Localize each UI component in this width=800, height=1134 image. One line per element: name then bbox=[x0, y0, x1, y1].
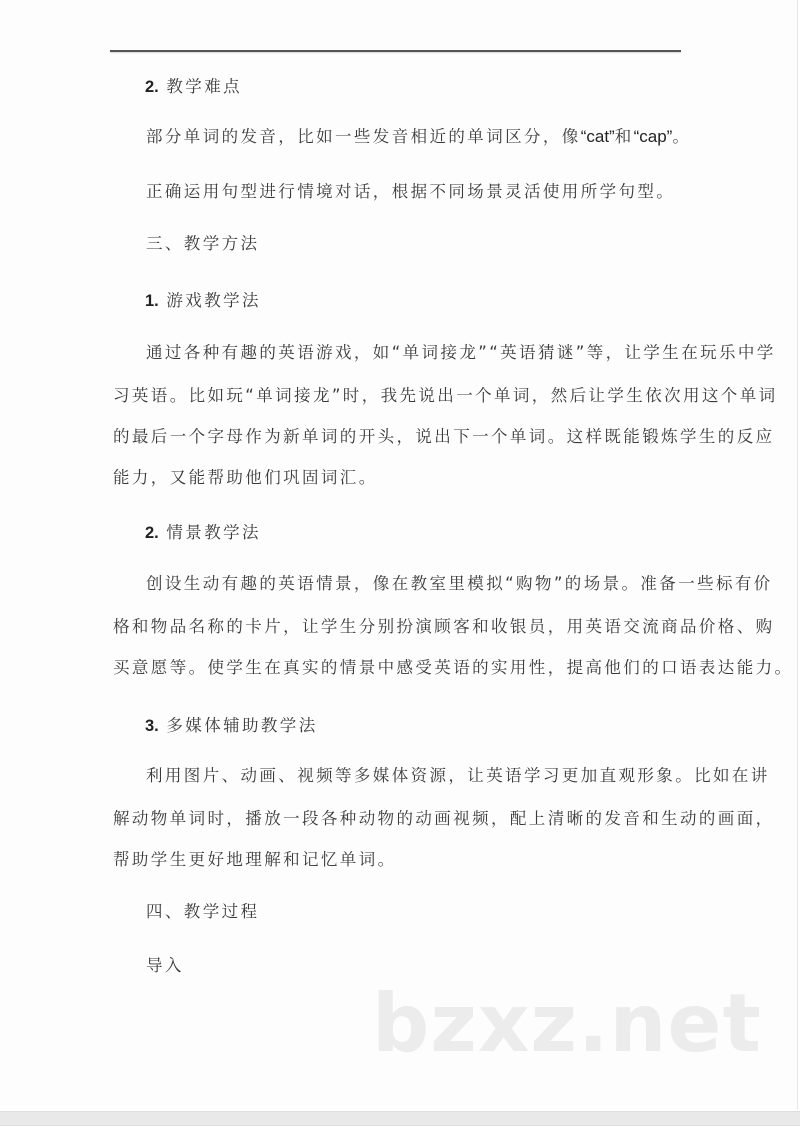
section-heading-teaching-process: 四、教学过程 bbox=[146, 902, 260, 921]
heading-text: 游戏教学法 bbox=[158, 291, 261, 310]
watermark-text: bzxz.net bbox=[372, 977, 762, 1070]
heading-game-method bbox=[145, 290, 261, 312]
page-bottom-band bbox=[0, 1111, 800, 1126]
paragraph-line: 创设生动有趣的英语情景，像在教室里模拟“购物”的场景。准备一些标有价 bbox=[146, 574, 773, 593]
paragraph-line: 格和物品名称的卡片，让学生分别扮演顾客和收银员，用英语交流商品价格、购 bbox=[113, 617, 775, 636]
paragraph-line bbox=[146, 126, 691, 148]
paragraph-line: 习英语。比如玩“单词接龙”时，我先说出一个单词，然后让学生依次用这个单词 bbox=[113, 386, 778, 405]
paragraph-line: 能力，又能帮助他们巩固词汇。 bbox=[113, 468, 378, 487]
heading-number: 1. bbox=[145, 292, 159, 310]
text-segment: 和 bbox=[614, 127, 634, 146]
header-rule bbox=[110, 50, 681, 52]
word-cap: “cap” bbox=[633, 127, 673, 146]
heading-teaching-difficulty bbox=[145, 76, 242, 98]
paragraph-line: 利用图片、动画、视频等多媒体资源，让英语学习更加直观形象。比如在讲 bbox=[146, 766, 770, 785]
text-segment: 部分单词的发音，比如一些发音相近的单词区分，像 bbox=[146, 127, 581, 146]
paragraph-line: 的最后一个字母作为新单词的开头，说出下一个单词。这样既能锻炼学生的反应 bbox=[113, 427, 775, 446]
heading-number: 2. bbox=[145, 78, 159, 96]
heading-text: 教学难点 bbox=[158, 77, 243, 96]
paragraph-line: 帮助学生更好地理解和记忆单词。 bbox=[113, 850, 397, 869]
subheading-introduction: 导入 bbox=[146, 956, 184, 975]
paragraph-line: 解动物单词时，播放一段各种动物的动画视频，配上清晰的发音和生动的画面， bbox=[113, 809, 775, 828]
heading-number: 3. bbox=[145, 717, 159, 735]
paragraph-line: 正确运用句型进行情境对话，根据不同场景灵活使用所学句型。 bbox=[146, 182, 676, 201]
word-cat: “cat” bbox=[580, 127, 615, 146]
heading-number: 2. bbox=[145, 524, 159, 542]
heading-multimedia-method bbox=[145, 715, 318, 737]
paragraph-line: 通过各种有趣的英语游戏，如“单词接龙”“英语猜谜”等，让学生在玩乐中学 bbox=[146, 343, 776, 362]
heading-text: 情景教学法 bbox=[158, 523, 261, 542]
heading-text: 多媒体辅助教学法 bbox=[158, 716, 318, 735]
paragraph-line: 买意愿等。使学生在真实的情景中感受英语的实用性，提高他们的口语表达能力。 bbox=[113, 658, 794, 677]
heading-situation-method bbox=[145, 522, 261, 544]
text-segment: 。 bbox=[672, 127, 692, 146]
section-heading-teaching-methods: 三、教学方法 bbox=[146, 234, 260, 253]
